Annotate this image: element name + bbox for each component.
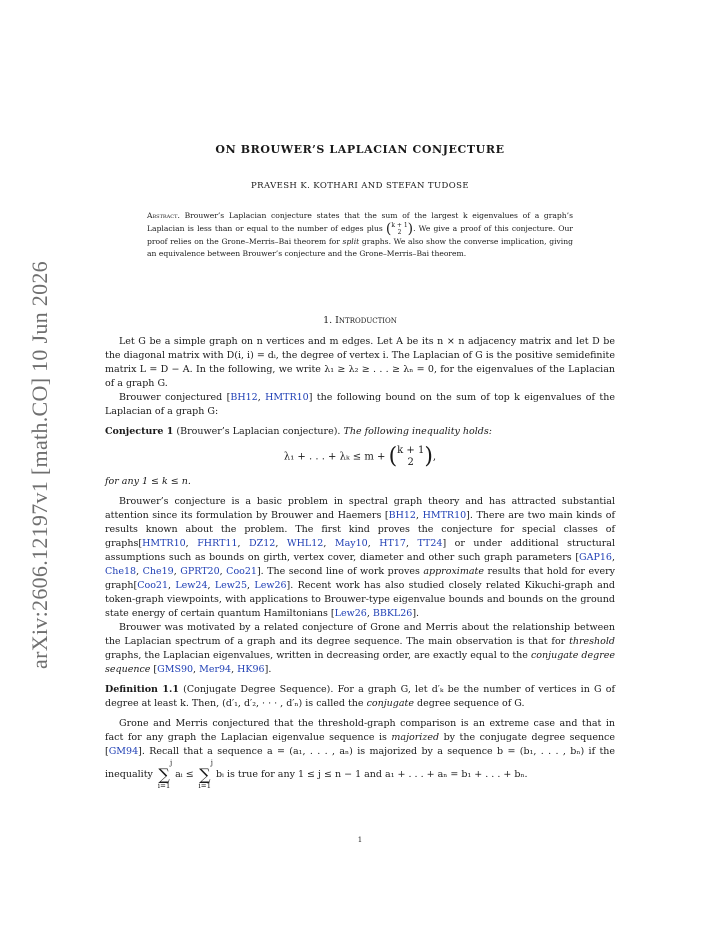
page-number: 1 bbox=[357, 836, 363, 844]
citation-link[interactable]: Che19 bbox=[142, 566, 174, 577]
citation-link[interactable]: Coo21 bbox=[137, 580, 168, 591]
citation-link[interactable]: BBKL26 bbox=[372, 608, 413, 619]
citation-link[interactable]: HMTR10 bbox=[422, 510, 467, 521]
citation-link[interactable]: FHRT11 bbox=[197, 538, 238, 549]
citation-link[interactable]: GMS90 bbox=[157, 664, 194, 675]
paper-authors: PRAVESH K. KOTHARI AND STEFAN TUDOSE bbox=[251, 181, 469, 191]
paper-title: ON BROUWER’S LAPLACIAN CONJECTURE bbox=[215, 143, 505, 156]
citation-link[interactable]: HMTR10 bbox=[142, 538, 186, 549]
definition-1-1: Definition 1.1 (Conjugate Degree Sequence). For a graph G, let d′ₖ be the number of vertices in G of degree at least k. Then, (d′₁, d′₂, · · · , d′ₙ) is called the conjugate degree sequence of G. bbox=[105, 684, 616, 709]
equation-binomial: (k + 1 2 ) bbox=[388, 444, 433, 469]
citation-link[interactable]: Coo21 bbox=[226, 566, 257, 577]
citation-link[interactable]: HT17 bbox=[379, 538, 406, 549]
citation-link[interactable]: May10 bbox=[334, 538, 368, 549]
paragraph-4: Brouwer was motivated by a related conjecture of Grone and Merris about the relationship between the Laplacian spectrum of a graph and its degree sequence. The main observation is that for threshold graphs, the Laplacian eigenvalues, written in decreasing order, are exactly equal to the conjugate degree sequence [GMS90, Mer94, HK96]. bbox=[105, 622, 615, 675]
arxiv-sidebar-stamp bbox=[20, 250, 60, 680]
citation-link[interactable]: TT24 bbox=[417, 538, 443, 549]
sum-symbol: j ∑ i=1 bbox=[198, 759, 213, 790]
citation-link[interactable]: Che18 bbox=[105, 566, 137, 577]
abstract-binom: (k + 1 2 ) bbox=[385, 221, 414, 237]
paragraph-5: Grone and Merris conjectured that the threshold-graph comparison is an extreme case and that in fact for any graph the Laplacian eigenvalue sequence is majorized by the conjugate degree sequence [GM94]. Recall that a sequence a = (a₁, . . . , aₙ) is majorized by a sequence b = (b₁, . . . , bₙ) if the inequality j ∑ i=1 aᵢ ≤ j ∑ i=1 bᵢ is true for any 1 ≤ j ≤ n − 1 and a₁ + . . . + aₙ = b₁ + . . . + bₙ. bbox=[105, 718, 616, 790]
sum-symbol: j ∑ i=1 bbox=[157, 759, 173, 790]
abstract-split: split bbox=[342, 237, 360, 246]
citation-link[interactable]: DZ12 bbox=[249, 538, 276, 549]
citation-link[interactable]: Lew24 bbox=[175, 580, 208, 591]
citation-link[interactable]: WHL12 bbox=[286, 538, 324, 549]
citation-link[interactable]: BH12 bbox=[388, 510, 416, 521]
citation-link[interactable]: GAP16 bbox=[579, 552, 612, 563]
citation-link[interactable]: Lew25 bbox=[214, 580, 248, 591]
conjecture-equation: λ₁ + . . . + λₖ ≤ m + (k + 1 2 ), bbox=[283, 444, 437, 469]
citation-link[interactable]: Lew26 bbox=[334, 608, 367, 619]
section-introduction-title: 1. Introduction bbox=[323, 315, 397, 326]
citation-link[interactable]: BH12 bbox=[230, 392, 258, 403]
citation-link[interactable]: Lew26 bbox=[254, 580, 287, 591]
abstract-text-2: . We give a proof of this conjecture. Our proof relies on the Grone–Merris–Bai theorem for bbox=[147, 224, 573, 246]
paragraph-2: Brouwer conjectured [BH12, HMTR10] the following bound on the sum of top k eigenvalues of the Laplacian of a graph G: bbox=[105, 392, 615, 417]
citation-link[interactable]: GPRT20 bbox=[180, 566, 220, 577]
abstract-label: Abstract. bbox=[147, 211, 180, 220]
arxiv-id: arXiv:2606.12197v1 [math.CO] 10 Jun 2026 bbox=[27, 261, 52, 669]
citation-link[interactable]: HK96 bbox=[237, 664, 265, 675]
citation-link[interactable]: Mer94 bbox=[199, 664, 232, 675]
conjecture-1: Conjecture 1 (Brouwer’s Laplacian conjecture). The following inequality holds: bbox=[105, 426, 492, 437]
abstract bbox=[147, 210, 573, 260]
paragraph-1: Let G be a simple graph on n vertices and m edges. Let A be its n × n adjacency matrix and let D be the diagonal matrix with D(i, i) = dᵢ, the degree of vertex i. The Laplacian of G is the positive semidefinite matrix L = D − A. In the following, we write λ₁ ≥ λ₂ ≥ . . . ≥ λₙ = 0, for the eigenvalues of the Laplacian of a graph G. bbox=[105, 336, 615, 389]
conjecture-condition: for any 1 ≤ k ≤ n. bbox=[105, 476, 191, 487]
paragraph-3: Brouwer’s conjecture is a basic problem in spectral graph theory and has attracted substantial attention since its formulation by Brouwer and Haemers [BH12, HMTR10]. There are two main kinds of results known about the problem. The first kind proves the conjecture for special classes of graphs[HMTR10, FHRT11, DZ12, WHL12, May10, HT17, TT24] or under additional structural assumptions such as bounds on girth, vertex cover, diameter and other such graph parameters [GAP16, Che18, Che19, GPRT20, Coo21]. The second line of work proves approximate results that hold for every graph[Coo21, Lew24, Lew25, Lew26]. Recent work has also studied closely related Kikuchi-graph and token-graph viewpoints, with applications to Brouwer-type eigenvalue bounds and bounds on the ground state energy of certain quantum Hamiltonians [Lew26, BBKL26]. bbox=[105, 496, 616, 619]
body-text bbox=[105, 335, 615, 790]
abstract-text-3: graphs. We also show the converse implication, giving an equivalence between Brouwer’s conjecture and the Grone–Merris–Bai theorem. bbox=[147, 237, 573, 258]
citation-link[interactable]: HMTR10 bbox=[265, 392, 309, 403]
citation-link[interactable]: GM94 bbox=[108, 746, 139, 757]
abstract-text-1: Brouwer’s Laplacian conjecture states that the sum of the largest k eigenvalues of a graph’s Laplacian is less than or equal to the number of edges plus bbox=[147, 211, 573, 233]
